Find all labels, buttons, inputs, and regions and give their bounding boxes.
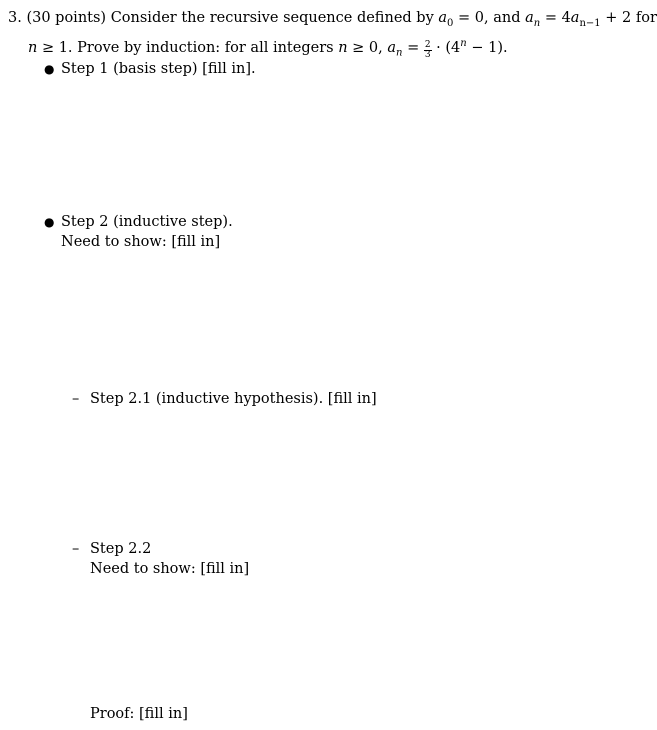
step-2-2-need-to-show: Need to show: [fill in] [90, 561, 250, 577]
math-text: = 0, and [458, 10, 521, 26]
problem-statement [8, 8, 657, 64]
dash-icon: – [72, 541, 80, 557]
math-var: a [387, 39, 396, 56]
problem-text: Consider the recursive sequence defined by [110, 10, 434, 26]
math-var: n [28, 39, 38, 56]
step-2-2-label: Step 2.2 [90, 541, 152, 557]
math-text: − 1). [471, 39, 508, 56]
step-1-label: Step 1 (basis step) [fill in]. [61, 61, 256, 77]
math-text: + 2 for [605, 10, 657, 26]
math-text: ≥ 0, [352, 39, 383, 56]
math-var: n [338, 39, 348, 56]
fraction-numerator: 2 [424, 39, 431, 50]
fraction-denominator: 3 [424, 49, 431, 60]
proof [90, 704, 188, 724]
math-sup: n [460, 37, 467, 49]
step-2-1-label: Step 2.1 (inductive hypothesis). [fill in] [90, 391, 377, 407]
math-sub: n−1 [579, 17, 601, 29]
bullet-icon: ● [44, 215, 55, 229]
math-var: a [438, 10, 448, 26]
bullet-icon: ● [44, 62, 55, 76]
math-sub: n [396, 47, 403, 59]
problem-text: ≥ 1. Prove by induction: for all integers [41, 39, 334, 56]
problem-line-1 [8, 8, 657, 34]
math-var: a [525, 10, 534, 26]
step-2-2 [72, 539, 249, 579]
fraction [424, 41, 432, 60]
math-text: = 4 [544, 10, 571, 26]
step-2 [44, 212, 233, 252]
dash-icon: – [72, 391, 80, 407]
problem-points: (30 points) [26, 10, 107, 26]
step-1 [44, 59, 256, 79]
math-sub: n [533, 17, 541, 29]
math-var: a [570, 10, 580, 26]
math-text: · (4 [436, 39, 461, 56]
proof-label: Proof: [fill in] [90, 706, 188, 722]
problem-number: 3. [8, 10, 22, 26]
step-2-label: Step 2 (inductive step). [61, 214, 233, 230]
step-2-need-to-show: Need to show: [fill in] [61, 234, 221, 250]
math-sub: 0 [447, 17, 454, 29]
math-text: = [407, 39, 420, 56]
step-2-1 [72, 389, 377, 409]
